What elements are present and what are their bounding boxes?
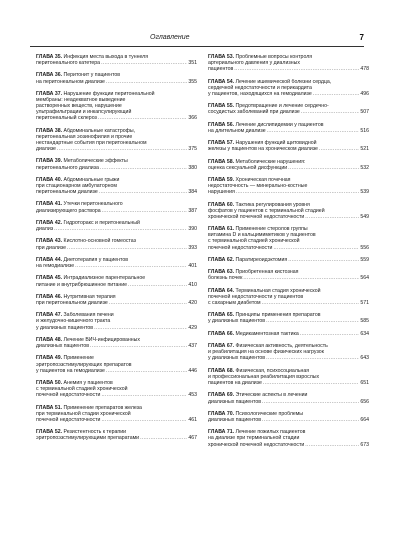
chapter-number: ГЛАВА 35. bbox=[36, 54, 63, 60]
chapter-number: ГЛАВА 71. bbox=[208, 429, 235, 436]
chapter-title-line: Инфекция места выхода в туннеля bbox=[63, 54, 149, 60]
chapter-title-line: Терминальная стадия хронической bbox=[235, 287, 321, 294]
chapter-page-number: 521 bbox=[360, 146, 369, 153]
toc-entry[interactable] bbox=[36, 275, 197, 287]
chapter-title-line: пациентов bbox=[208, 66, 234, 73]
dot-leader bbox=[262, 300, 360, 306]
chapter-title-line: перитонеальный склероз bbox=[36, 115, 97, 122]
chapter-page-number: 559 bbox=[360, 256, 369, 263]
toc-entry[interactable] bbox=[208, 288, 369, 306]
dot-leader bbox=[106, 79, 187, 85]
chapter-title-line: Абдоминальные катастрофы, bbox=[63, 127, 136, 134]
running-title: Оглавление bbox=[150, 34, 190, 41]
chapter-title-line: Анемия у пациентов bbox=[63, 380, 113, 387]
dot-leader bbox=[102, 208, 188, 214]
chapter-number: ГЛАВА 36. bbox=[36, 72, 63, 79]
toc-entry[interactable] bbox=[208, 312, 369, 324]
chapter-title-line: Кислотно-основной гомеостаз bbox=[63, 238, 136, 245]
toc-entry[interactable] bbox=[208, 79, 369, 97]
dot-leader bbox=[305, 442, 359, 448]
chapter-title-line: пациентов на диализе bbox=[208, 380, 262, 387]
chapter-number: ГЛАВА 69. bbox=[208, 392, 235, 399]
chapter-number: ГЛАВА 37. bbox=[36, 90, 63, 97]
chapter-title-line: Резистентность к терапии bbox=[63, 429, 127, 436]
chapter-page-number: 387 bbox=[188, 207, 197, 214]
chapter-title-line: хронической почечной недостаточности bbox=[208, 441, 305, 448]
chapter-number: ГЛАВА 44. bbox=[36, 256, 63, 263]
chapter-title-line: Паратиреоидэктомия bbox=[235, 256, 288, 263]
chapter-page-number: 664 bbox=[360, 416, 369, 423]
chapter-number: ГЛАВА 58. bbox=[208, 158, 235, 165]
dot-leader bbox=[313, 91, 360, 97]
chapter-page-number: 410 bbox=[188, 281, 197, 288]
chapter-title-line: Применение препаратов железа bbox=[63, 404, 142, 411]
chapter-title-line: на диализе при терминальной стадии bbox=[208, 435, 300, 442]
chapter-number: ГЛАВА 48. bbox=[36, 336, 63, 343]
chapter-title-line: при диализе bbox=[36, 244, 66, 251]
toc-entry[interactable] bbox=[208, 392, 369, 404]
chapter-title-line: Физическая, психосоциальная bbox=[235, 367, 310, 374]
chapter-title-line: Проблемные вопросы контроля bbox=[235, 54, 313, 60]
chapter-title-line: недостаточность — минерально-костные bbox=[208, 183, 308, 190]
chapter-page-number: 507 bbox=[360, 109, 369, 116]
chapter-number: ГЛАВА 43. bbox=[36, 238, 63, 245]
dot-leader bbox=[109, 300, 188, 306]
toc-entry[interactable] bbox=[36, 201, 197, 213]
chapter-number: ГЛАВА 67. bbox=[208, 343, 235, 350]
chapter-page-number: 549 bbox=[360, 213, 369, 220]
chapter-title-line: и профессиональная реабилитация взрослых bbox=[208, 373, 320, 380]
dot-leader bbox=[319, 146, 359, 152]
toc-entry[interactable] bbox=[208, 177, 369, 195]
toc-entry[interactable] bbox=[36, 429, 197, 441]
chapter-title-line: Психологические проблемы bbox=[235, 410, 304, 417]
chapter-number: ГЛАВА 38. bbox=[36, 127, 63, 134]
toc-entry[interactable] bbox=[208, 122, 369, 134]
toc-left-column bbox=[36, 54, 197, 448]
chapter-title-line: с терминальной стадией хронической bbox=[208, 238, 300, 245]
toc-entry[interactable] bbox=[36, 355, 197, 373]
chapter-page-number: 437 bbox=[188, 343, 197, 350]
chapter-title-line: перитонеального катетера bbox=[36, 60, 101, 67]
chapter-title-line: хронической почечной недостаточности bbox=[208, 213, 305, 220]
toc-entry[interactable] bbox=[36, 72, 197, 84]
chapter-title-line: на перитонеальном диализе bbox=[36, 78, 105, 85]
dot-leader bbox=[262, 417, 359, 423]
chapter-page-number: 585 bbox=[360, 318, 369, 325]
chapter-title-line: диализе bbox=[36, 146, 56, 153]
chapter-title-line: сердечной недостаточности и перикардита bbox=[208, 84, 312, 91]
chapter-title-line: диализных пациентов bbox=[208, 416, 262, 423]
chapter-title-line: витамина D и кальцимиметиков у пациентов bbox=[208, 232, 316, 239]
chapter-number: ГЛАВА 64. bbox=[208, 287, 235, 294]
chapter-title-line: Нутритивная терапия bbox=[63, 293, 116, 300]
chapter-number: ГЛАВА 60. bbox=[208, 201, 235, 208]
chapter-title-line: при перитонеальном диализе bbox=[36, 299, 108, 306]
chapter-page-number: 571 bbox=[360, 299, 369, 306]
chapter-page-number: 467 bbox=[188, 435, 197, 442]
chapter-page-number: 351 bbox=[188, 60, 197, 67]
chapter-page-number: 420 bbox=[188, 299, 197, 306]
chapter-title-line: Диетотерапия у пациентов bbox=[63, 256, 128, 263]
chapter-title-line: диализ bbox=[36, 226, 54, 233]
chapter-title-line: ультрафильтрации и инкапсулирующий bbox=[36, 109, 132, 116]
chapter-page-number: 496 bbox=[360, 90, 369, 97]
toc-entry[interactable] bbox=[36, 405, 197, 423]
chapter-page-number: 446 bbox=[188, 367, 197, 374]
dot-leader bbox=[67, 245, 187, 251]
chapter-title-line: при терминальной стадии хронической bbox=[36, 410, 131, 417]
chapter-title-line: оценка сексуальной дисфункции bbox=[208, 164, 288, 171]
toc-entry[interactable] bbox=[208, 331, 369, 337]
chapter-number: ГЛАВА 66. bbox=[208, 330, 235, 337]
chapter-number: ГЛАВА 70. bbox=[208, 410, 235, 417]
chapter-title-line: Приобретенная кистозная bbox=[235, 269, 299, 276]
chapter-number: ГЛАВА 45. bbox=[36, 275, 63, 282]
dot-leader bbox=[128, 282, 187, 288]
dot-leader bbox=[99, 189, 188, 195]
chapter-page-number: 390 bbox=[188, 226, 197, 233]
dot-leader bbox=[262, 399, 359, 405]
chapter-title-line: Лечение ишемической болезни сердца, bbox=[235, 78, 332, 85]
chapter-title-line: диализирующего раствора bbox=[36, 207, 101, 214]
chapter-title-line: у диализных пациентов bbox=[208, 355, 266, 362]
chapter-number: ГЛАВА 52. bbox=[36, 429, 63, 436]
chapter-number: ГЛАВА 49. bbox=[36, 355, 63, 362]
chapter-title-line: эритропоэзстимулирующими препаратами bbox=[36, 435, 140, 442]
toc-entry[interactable] bbox=[208, 368, 369, 386]
chapter-title-line: Перитонит у пациентов bbox=[63, 72, 121, 79]
chapter-title-line: Заболевания печени bbox=[63, 312, 114, 319]
dot-leader bbox=[94, 325, 187, 331]
dot-leader bbox=[263, 380, 360, 386]
chapter-title-line: Интрадиализное парентеральное bbox=[63, 275, 146, 282]
chapter-page-number: 478 bbox=[360, 66, 369, 73]
chapter-title-line: у пациентов, находящихся на гемодиализе bbox=[208, 90, 312, 97]
dot-leader bbox=[288, 165, 359, 171]
chapter-title-line: Нарушение функции перитонеальной bbox=[63, 90, 155, 97]
chapter-number: ГЛАВА 68. bbox=[208, 367, 235, 374]
chapter-title-line: с сахарным диабетом bbox=[208, 299, 261, 306]
toc-entry[interactable] bbox=[36, 177, 197, 195]
chapter-title-line: диализных пациентов bbox=[208, 398, 262, 405]
chapter-title-line: почечной недостаточности bbox=[208, 244, 273, 251]
chapter-title-line: нестандартные события при перитонеальном bbox=[36, 139, 147, 146]
toc-entry[interactable] bbox=[208, 54, 369, 72]
chapter-title-line: железы у пациентов на хроническом диализе bbox=[208, 146, 318, 153]
dot-leader bbox=[273, 245, 359, 251]
dot-leader bbox=[54, 226, 187, 232]
chapter-page-number: 673 bbox=[360, 441, 369, 448]
chapter-page-number: 643 bbox=[360, 355, 369, 362]
chapter-title-line: почечной недостаточности bbox=[36, 392, 101, 399]
chapter-title-line: Метаболические эффекты bbox=[63, 158, 128, 165]
chapter-page-number: 656 bbox=[360, 398, 369, 405]
chapter-title-line: нарушения bbox=[208, 189, 235, 196]
toc-entry[interactable] bbox=[36, 337, 197, 349]
chapter-page-number: 461 bbox=[188, 416, 197, 423]
chapter-title-line: почечной недостаточности у пациентов bbox=[208, 293, 304, 300]
chapter-page-number: 532 bbox=[360, 164, 369, 171]
toc-entry[interactable] bbox=[208, 140, 369, 152]
chapter-page-number: 401 bbox=[188, 263, 197, 270]
dot-leader bbox=[140, 435, 187, 441]
chapter-title-line: Лечение дислипидемии у пациентов bbox=[235, 121, 324, 128]
dot-leader bbox=[266, 318, 359, 324]
chapter-page-number: 539 bbox=[360, 189, 369, 196]
chapter-title-line: мембраны: неадекватное выведение bbox=[36, 97, 126, 104]
chapter-number: ГЛАВА 41. bbox=[36, 201, 63, 208]
chapter-title-line: Утечки перитонеального bbox=[63, 201, 123, 208]
chapter-title-line: на гемодиализе bbox=[36, 263, 75, 270]
toc-entry[interactable] bbox=[208, 257, 369, 263]
toc-right-column bbox=[208, 54, 369, 454]
dot-leader bbox=[234, 66, 359, 72]
chapter-page-number: 380 bbox=[188, 164, 197, 171]
dot-leader bbox=[305, 214, 359, 220]
chapter-title-line: Нарушения функций щитовидной bbox=[235, 140, 317, 147]
toc-entry[interactable] bbox=[208, 269, 369, 281]
chapter-title-line: перитонеального диализа bbox=[36, 164, 99, 171]
chapter-title-line: Принципы применения препаратов bbox=[235, 312, 321, 319]
chapter-number: ГЛАВА 62. bbox=[208, 256, 235, 263]
chapter-number: ГЛАВА 53. bbox=[208, 54, 235, 60]
toc-entry[interactable] bbox=[36, 312, 197, 330]
chapter-title-line: Лечение пожилых пациентов bbox=[235, 429, 306, 436]
dot-leader bbox=[101, 392, 187, 398]
chapter-title-line: Медикаментозная тактика bbox=[235, 330, 299, 337]
chapter-number: ГЛАВА 63. bbox=[208, 269, 235, 276]
chapter-title-line: перитонеальном диализе bbox=[36, 189, 98, 196]
chapter-title-line: почечной недостаточности bbox=[36, 416, 101, 423]
toc-entry[interactable] bbox=[36, 294, 197, 306]
dot-leader bbox=[106, 368, 187, 374]
chapter-title-line: Лечение ВИЧ-инфицированных bbox=[63, 336, 140, 343]
chapter-title-line: Применение стеролов группы bbox=[235, 226, 308, 233]
toc-entry[interactable] bbox=[208, 159, 369, 171]
chapter-number: ГЛАВА 51. bbox=[36, 404, 63, 411]
dot-leader bbox=[75, 263, 187, 269]
chapter-page-number: 355 bbox=[188, 78, 197, 85]
toc-entry[interactable] bbox=[36, 380, 197, 398]
chapter-title-line: у диализных пациентов bbox=[36, 324, 94, 331]
chapter-page-number: 429 bbox=[188, 324, 197, 331]
dot-leader bbox=[100, 165, 187, 171]
chapter-title-line: Предотвращение и лечение сердечно- bbox=[235, 103, 329, 110]
chapter-page-number: 366 bbox=[188, 115, 197, 122]
chapter-title-line: растворенных веществ, нарушение bbox=[36, 103, 122, 110]
page-number: 7 bbox=[359, 33, 364, 42]
chapter-title-line: и реабилитация на основе физических нагрузок bbox=[208, 349, 324, 356]
dot-leader bbox=[288, 257, 359, 263]
toc-entry[interactable] bbox=[36, 220, 197, 232]
chapter-title-line: и желудочно-кишечного тракта bbox=[36, 318, 111, 325]
toc-entry[interactable] bbox=[36, 128, 197, 152]
chapter-number: ГЛАВА 57. bbox=[208, 140, 235, 147]
chapter-number: ГЛАВА 55. bbox=[208, 103, 235, 110]
chapter-title-line: артериального давления у диализных bbox=[208, 60, 300, 67]
chapter-title-line: у пациентов на гемодиализе bbox=[36, 367, 105, 374]
chapter-title-line: фосфатов у пациентов с терминальной стадией bbox=[208, 207, 325, 214]
toc-entry[interactable] bbox=[208, 103, 369, 115]
chapter-number: ГЛАВА 40. bbox=[36, 176, 63, 183]
chapter-title-line: Хроническая почечная bbox=[235, 177, 291, 184]
chapter-page-number: 564 bbox=[360, 275, 369, 282]
chapter-number: ГЛАВА 50. bbox=[36, 380, 63, 387]
toc-entry[interactable] bbox=[208, 202, 369, 220]
chapter-page-number: 453 bbox=[188, 392, 197, 399]
chapter-title-line: с терминальной стадией хронической bbox=[36, 386, 128, 393]
chapter-title-line: сосудистых заболеваний при диализе bbox=[208, 109, 300, 116]
chapter-title-line: при стационарном амбулаторном bbox=[36, 182, 117, 189]
chapter-number: ГЛАВА 61. bbox=[208, 226, 235, 233]
chapter-title-line: Абдоминальные грыжи bbox=[63, 176, 120, 183]
chapter-number: ГЛАВА 59. bbox=[208, 177, 235, 184]
chapter-number: ГЛАВА 42. bbox=[36, 219, 63, 226]
chapter-title-line: у диализных пациентов bbox=[208, 318, 266, 325]
chapter-title-line: Физическая активность, деятельность bbox=[235, 343, 328, 350]
chapter-title-line: питание и внутрибрюшинное питание bbox=[36, 281, 128, 288]
chapter-title-line: диализных пациентов bbox=[36, 343, 90, 350]
dot-leader bbox=[101, 60, 187, 66]
toc-entry[interactable] bbox=[36, 91, 197, 121]
dot-leader bbox=[236, 189, 360, 195]
page-header bbox=[30, 34, 364, 47]
chapter-page-number: 516 bbox=[360, 127, 369, 134]
chapter-title-line: Тактика регулирования уровня bbox=[235, 201, 310, 208]
chapter-page-number: 375 bbox=[188, 146, 197, 153]
chapter-number: ГЛАВА 54. bbox=[208, 78, 235, 85]
chapter-number: ГЛАВА 56. bbox=[208, 121, 235, 128]
chapter-title-line: эритропоэзстимулирующих препаратов bbox=[36, 361, 132, 368]
chapter-page-number: 393 bbox=[188, 244, 197, 251]
dot-leader bbox=[57, 146, 187, 152]
dot-leader bbox=[101, 417, 187, 423]
chapter-number: ГЛАВА 65. bbox=[208, 312, 235, 319]
dot-leader bbox=[300, 331, 360, 337]
chapter-title-line: Гидроторакс и перитонеальный bbox=[63, 219, 140, 226]
chapter-number: ГЛАВА 47. bbox=[36, 312, 63, 319]
toc-entry[interactable] bbox=[208, 429, 369, 447]
chapter-page-number: 384 bbox=[188, 189, 197, 196]
dot-leader bbox=[266, 355, 359, 361]
dot-leader bbox=[267, 128, 360, 134]
chapter-page-number: 556 bbox=[360, 244, 369, 251]
toc-entry[interactable] bbox=[208, 343, 369, 361]
chapter-page-number: 634 bbox=[360, 330, 369, 337]
dot-leader bbox=[90, 343, 187, 349]
chapter-number: ГЛАВА 39. bbox=[36, 158, 63, 165]
chapter-page-number: 651 bbox=[360, 380, 369, 387]
chapter-title-line: болезнь почек bbox=[208, 275, 243, 282]
toc-entry[interactable] bbox=[36, 54, 197, 66]
chapter-title-line: перитонеальная эозинофилия и прочие bbox=[36, 133, 133, 140]
dot-leader bbox=[98, 115, 187, 121]
chapter-title-line: Метаболические нарушения: bbox=[235, 158, 306, 165]
toc-entry[interactable] bbox=[36, 238, 197, 250]
chapter-number: ГЛАВА 46. bbox=[36, 293, 63, 300]
toc-entry[interactable] bbox=[36, 257, 197, 269]
toc-entry[interactable] bbox=[36, 158, 197, 170]
dot-leader bbox=[301, 109, 360, 115]
toc-entry[interactable] bbox=[208, 226, 369, 250]
chapter-title-line: Применение bbox=[63, 355, 94, 362]
dot-leader bbox=[243, 275, 359, 281]
toc-entry[interactable] bbox=[208, 411, 369, 423]
chapter-title-line: Этические аспекты в лечении bbox=[235, 392, 308, 399]
chapter-title-line: на длительном диализе bbox=[208, 127, 266, 134]
